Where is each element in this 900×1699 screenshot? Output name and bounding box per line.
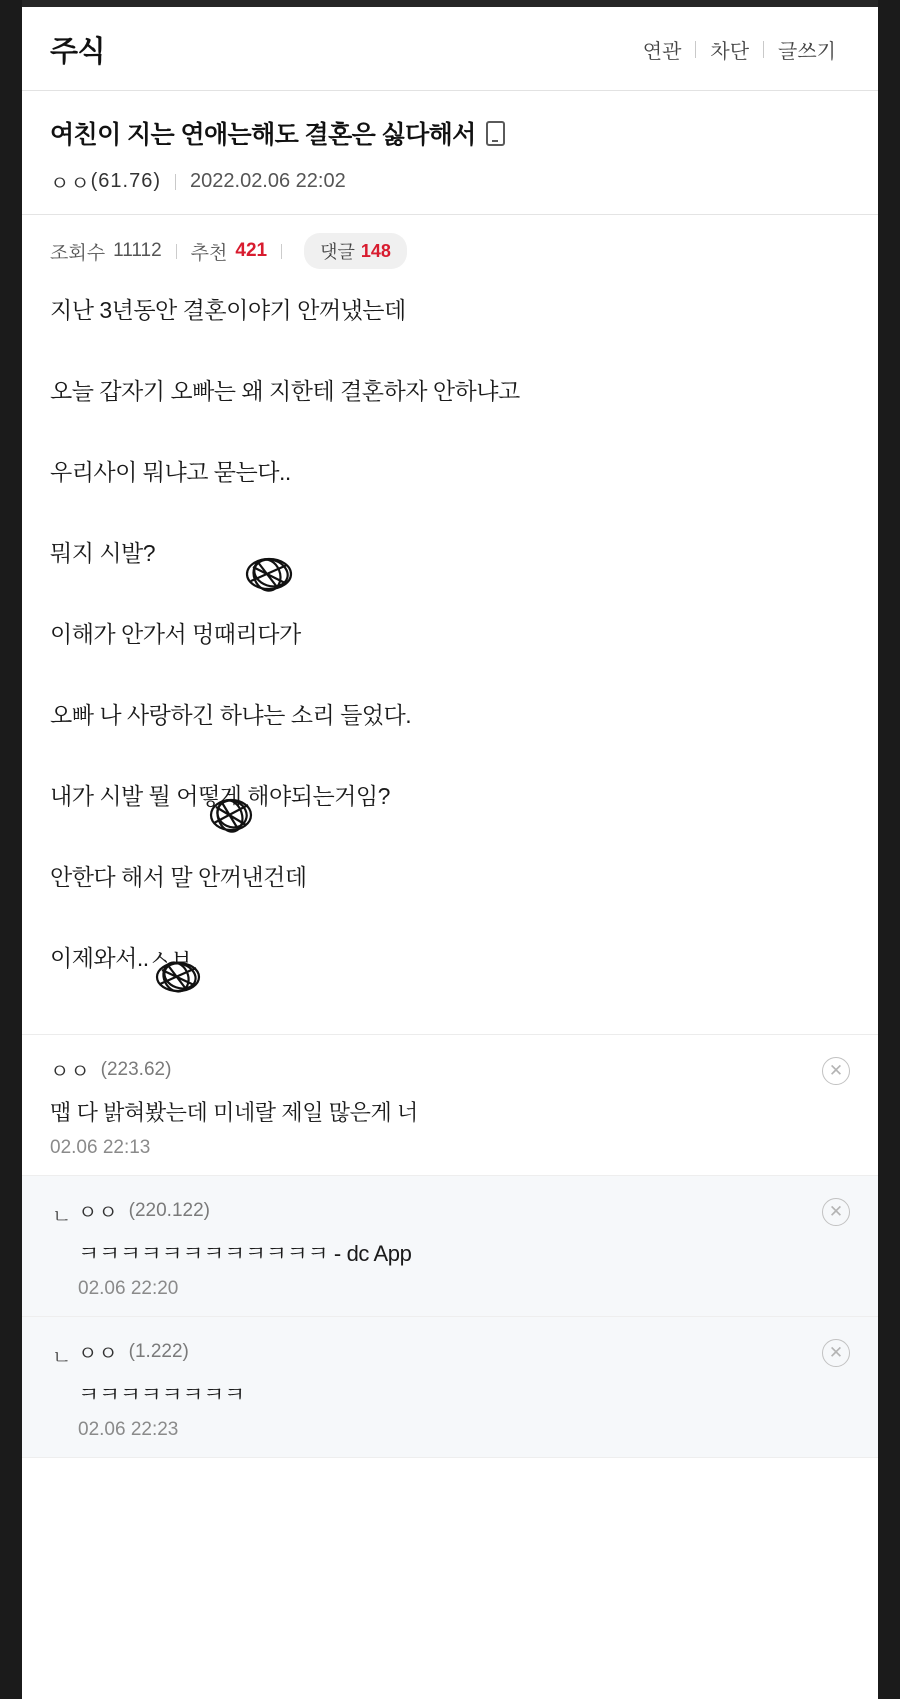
menu-item-block[interactable]: 차단 xyxy=(710,41,750,63)
right-gutter xyxy=(878,0,900,1699)
post-paragraph-text: 내가 시발 뭘 어떻게 해야되는거임? xyxy=(50,783,390,810)
views-label: 조회수 xyxy=(50,242,106,264)
post-date: 2022.02.06 22:02 xyxy=(190,170,346,192)
comment-count: 148 xyxy=(360,240,391,261)
comment-item-reply xyxy=(22,1317,878,1458)
stats-divider xyxy=(176,244,177,259)
likes-label: 추천 xyxy=(190,242,228,264)
comment-list xyxy=(22,1034,878,1458)
likes-stat xyxy=(191,238,267,265)
close-circle-icon[interactable]: ✕ xyxy=(822,1057,850,1085)
page-content xyxy=(22,0,878,1699)
post-paragraph: 지난 3년동안 결혼이야기 안꺼냈는데 xyxy=(50,297,406,323)
comment-header xyxy=(50,1055,850,1084)
comment-author-ip: (1.222) xyxy=(128,1340,189,1362)
board-title: 주식 xyxy=(50,36,106,68)
comment-author-ip: (223.62) xyxy=(100,1058,172,1080)
comment-header xyxy=(78,1337,850,1366)
board-header xyxy=(22,7,878,91)
reply-marker: ㄴ xyxy=(52,1204,72,1229)
likes-count: 421 xyxy=(235,240,268,261)
menu-item-related[interactable]: 연관 xyxy=(642,41,682,63)
board-menu xyxy=(629,35,850,64)
post-stats xyxy=(22,215,878,283)
post-author-ip: (61.76) xyxy=(90,170,162,192)
post-title: 여친이 지는 연애는해도 결혼은 싫다해서 xyxy=(50,121,476,149)
comment-date: 02.06 22:23 xyxy=(78,1419,179,1441)
post-paragraph-text: 이제와서..ㅅㅂ xyxy=(50,945,193,972)
post-paragraph-text: 뭐지 시발? xyxy=(50,540,156,567)
views-count: 11112 xyxy=(113,240,162,261)
post-paragraph xyxy=(50,943,850,974)
comment-date: 02.06 22:20 xyxy=(78,1278,179,1300)
post-body xyxy=(22,283,878,974)
post-paragraph xyxy=(50,781,850,812)
post-paragraph: 오늘 갑자기 오빠는 왜 지한테 결혼하자 안하냐고 xyxy=(50,378,520,405)
comment-count-badge[interactable] xyxy=(304,233,407,269)
stats-divider xyxy=(281,244,282,259)
reply-marker: ㄴ xyxy=(52,1345,72,1370)
post-title-row xyxy=(50,115,850,151)
comment-item xyxy=(22,1035,878,1176)
post-header xyxy=(22,91,878,215)
meta-divider xyxy=(175,174,176,190)
comment-label: 댓글 xyxy=(320,242,355,262)
close-circle-icon[interactable]: ✕ xyxy=(822,1198,850,1226)
views-stat xyxy=(50,238,162,265)
comment-author[interactable]: ㅇㅇ xyxy=(78,1343,119,1366)
post-paragraph: 우리사이 뭐냐고 묻는다.. xyxy=(50,459,291,486)
comment-author-ip: (220.122) xyxy=(128,1199,210,1221)
post-paragraph: 오빠 나 사랑하긴 하냐는 소리 들었다. xyxy=(50,702,412,729)
comment-item-reply xyxy=(22,1176,878,1317)
comment-author[interactable]: ㅇㅇ xyxy=(50,1061,91,1084)
close-circle-icon[interactable]: ✕ xyxy=(822,1339,850,1367)
comment-text: 맵 다 밝혀봤는데 미네랄 제일 많은게 너 xyxy=(50,1100,418,1126)
comment-date: 02.06 22:13 xyxy=(50,1137,151,1159)
comment-author[interactable]: ㅇㅇ xyxy=(78,1202,119,1225)
comment-text: ㅋㅋㅋㅋㅋㅋㅋㅋ xyxy=(78,1382,245,1408)
post-paragraph: 안한다 해서 말 안꺼낸건데 xyxy=(50,864,307,891)
left-gutter xyxy=(0,0,22,1699)
comment-header xyxy=(78,1196,850,1225)
menu-item-write[interactable]: 글쓰기 xyxy=(778,41,836,63)
comment-text: ㅋㅋㅋㅋㅋㅋㅋㅋㅋㅋㅋㅋ - dc App xyxy=(78,1241,412,1267)
top-status-bar xyxy=(22,0,878,7)
post-paragraph xyxy=(50,538,850,569)
post-meta xyxy=(50,167,850,196)
post-paragraph: 이해가 안가서 멍때리다가 xyxy=(50,621,301,648)
mobile-phone-icon xyxy=(486,121,505,146)
post-author[interactable]: ㅇㅇ xyxy=(50,173,91,195)
